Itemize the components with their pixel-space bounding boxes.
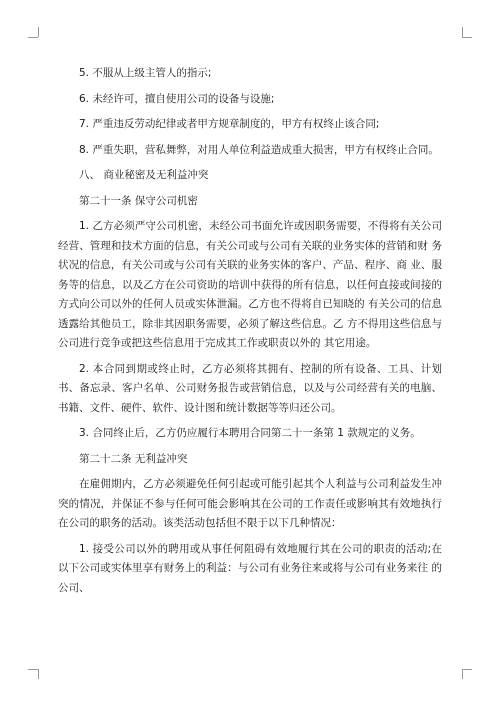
article-heading: 第二十二条 无利益冲突: [79, 452, 188, 465]
list-item: 7. 严重违反劳动纪律或者甲方规章制度的，甲方有权终止该合同;: [79, 118, 380, 130]
list-item: 8. 严重失职，营私舞弊，对用人单位利益造成重大损害，甲方有权终止合同。: [79, 143, 439, 156]
crop-mark-top-left: [28, 37, 38, 38]
article-heading: 第二十一条 保守公司机密: [79, 194, 198, 207]
list-item: 6. 未经许可，擅自使用公司的设备与设施;: [79, 92, 275, 105]
paragraph: 1. 接受公司以外的聘用或从事任何阻碍有效地履行其在公司的职责的活动;在以下公司或实体里享有财务上的利益：与公司有业务往来或将与公司有业务来往 的公司、: [58, 542, 442, 594]
paragraph: 2. 本合同到期或终止时，乙方必须将其拥有、控制的所有设备、工具、计划书、备忘录、客户名单、公司财务报告或营销信息，以及与公司经营有关的电脑、书籍、文件、硬件、软件、设计图和统计数据等等归还公司。: [58, 362, 442, 414]
paragraph: 在雇佣期内，乙方必须避免任何引起或可能引起其个人利益与公司利益发生冲突的情况，并保证不参与任何可能会影响其在公司的工作责任或影响其有效地执行在公司的职务的活动。该类活动包括但不限于以下几种情况：: [58, 478, 442, 529]
crop-mark-top-left: [38, 27, 39, 37]
paragraph: 1. 乙方必须严守公司机密，未经公司书面允许或因职务需要，不得将有关公司经营、管理和技术方面的信息，有关公司或与公司有关联的业务实体的营销和财 务状况的信息，有关公司或与公司有关联的业务实体的客户、产品、程序、商 业、服务等的信息，以及乙方在公司资助的培训中获得的所有信息，以任何直接或间接的方式向公司以外的任何人员或实体泄漏。乙方也不得将自已知晓的 有关公司的信息透露给其他员工，除非其因职务需要，必须了解这些信息。乙 方不得用这些信息与公司进行竞争或把这些信息用于完成其工作或职责以外的 其它用途。: [58, 220, 442, 349]
crop-mark-top-right: [462, 37, 472, 38]
crop-mark-bottom-left: [38, 669, 39, 679]
paragraph: 3. 合同终止后，乙方仍应履行本聘用合同第二十一条第 1 款规定的义务。: [79, 427, 421, 439]
crop-mark-bottom-right: [462, 669, 463, 679]
list-item: 5. 不服从上级主管人的指示;: [79, 67, 212, 79]
section-heading: 八、 商业秘密及无利益冲突: [79, 169, 209, 181]
crop-mark-bottom-right: [462, 669, 472, 670]
crop-mark-bottom-left: [28, 669, 38, 670]
crop-mark-top-right: [462, 27, 463, 37]
document-body: [58, 64, 442, 598]
